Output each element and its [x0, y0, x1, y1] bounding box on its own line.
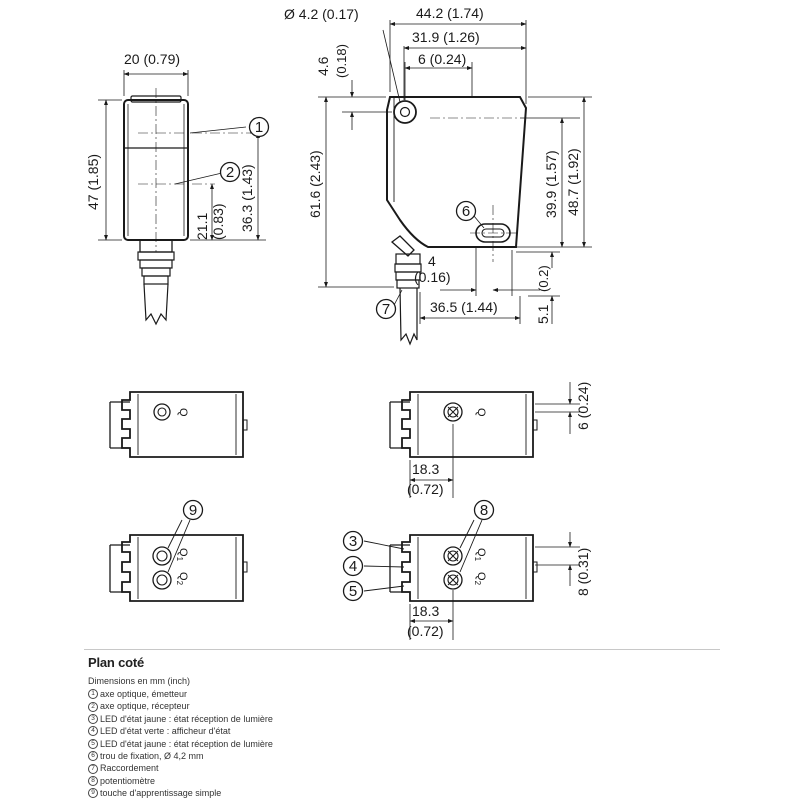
- dim-18-3-bottom-inch: (0.72): [407, 623, 444, 639]
- callout-8: [475, 501, 494, 520]
- callout-7: [377, 300, 396, 319]
- bottom-view-1: [110, 392, 247, 457]
- legend-text: potentiomètre: [100, 775, 156, 786]
- dim-width-31-9: 31.9 (1.26): [412, 29, 480, 45]
- dim-8-right: 8 (0.31): [575, 547, 591, 596]
- legend-number: 8: [88, 776, 98, 786]
- dim-width-36-5: 36.5 (1.44): [430, 299, 498, 315]
- svg-text:5: 5: [348, 583, 358, 600]
- legend-text: LED d'état jaune : état réception de lumière: [100, 713, 273, 724]
- legend-item: [88, 775, 273, 787]
- callout-1: [250, 118, 269, 137]
- dim-width-20: 20 (0.79): [124, 51, 181, 67]
- dim-diameter-4-2: Ø 4.2 (0.17): [284, 6, 359, 22]
- dim-6-right: 6 (0.24): [575, 381, 591, 430]
- legend-item: [88, 738, 273, 750]
- callout-9: [184, 501, 203, 520]
- callout-5: [344, 582, 363, 601]
- legend-item: [88, 787, 273, 799]
- dim-18-3-bottom: 18.3: [412, 603, 440, 619]
- q1-label-view4: $Q_1$: [473, 548, 487, 562]
- svg-text:6: 6: [461, 203, 471, 220]
- callout-2: [221, 163, 240, 182]
- svg-text:3: 3: [348, 533, 358, 550]
- svg-text:4: 4: [348, 558, 358, 575]
- legend-number: 3: [88, 714, 98, 724]
- dim-height-47: 47 (1.85): [85, 153, 101, 210]
- legend-number: 9: [88, 788, 98, 798]
- dim-height-0-2-inch: (0.2): [536, 265, 551, 292]
- legend-title: Plan coté: [88, 655, 144, 670]
- legend-item: [88, 762, 273, 774]
- q2-label-view3: $Q_2$: [175, 572, 189, 586]
- legend-number: 1: [88, 689, 98, 699]
- dim-height-4-6: 4.6: [315, 56, 331, 76]
- bottom-view-4: [364, 520, 537, 601]
- legend-item: [88, 725, 273, 737]
- dim-18-3-top-inch: (0.72): [407, 481, 444, 497]
- legend-text: LED d'état verte : afficheur d'état: [100, 726, 231, 737]
- q-label-view2: Q: [475, 408, 487, 417]
- legend-text: LED d'état jaune : état réception de lumière: [100, 738, 273, 749]
- dim-width-44-2: 44.2 (1.74): [416, 5, 484, 21]
- svg-text:1: 1: [254, 119, 264, 136]
- dim-width-6: 6 (0.24): [418, 51, 467, 67]
- legend-item: [88, 688, 273, 700]
- legend-divider: [84, 649, 720, 650]
- legend-number: 2: [88, 702, 98, 712]
- dim-height-48-7: 48.7 (1.92): [565, 148, 581, 216]
- legend-item: [88, 713, 273, 725]
- callout-3: [344, 532, 363, 551]
- svg-text:8: 8: [479, 502, 489, 519]
- dim-height-5-1: 5.1: [535, 304, 551, 324]
- svg-text:7: 7: [381, 301, 391, 318]
- dim-height-21-1: 21.1: [194, 212, 210, 240]
- legend-text: touche d'apprentissage simple: [100, 788, 222, 799]
- dim-height-21-1-inch: (0.83): [210, 203, 226, 240]
- legend-item: [88, 750, 273, 762]
- callout-4: [344, 557, 363, 576]
- dim-height-61-6: 61.6 (2.43): [307, 150, 323, 218]
- svg-text:9: 9: [188, 502, 198, 519]
- legend-text: Raccordement: [100, 763, 159, 774]
- dim-height-36-3: 36.3 (1.43): [239, 164, 255, 232]
- dim-width-4: 4: [428, 253, 436, 269]
- legend-text: trou de fixation, Ø 4,2 mm: [100, 751, 204, 762]
- legend-list: [88, 688, 273, 800]
- q2-label-view4: $Q_2$: [473, 572, 487, 586]
- bottom-view-2: [390, 392, 537, 457]
- q1-label-view3: $Q_1$: [175, 548, 189, 562]
- legend-number: 5: [88, 739, 98, 749]
- legend-number: 6: [88, 751, 98, 761]
- dim-width-4-inch-label: (0.16): [414, 269, 451, 285]
- dim-18-3-top: 18.3: [412, 461, 440, 477]
- legend-text: axe optique, récepteur: [100, 701, 190, 712]
- legend-text: axe optique, émetteur: [100, 689, 188, 699]
- dim-height-4-6-inch: (0.18): [334, 44, 349, 78]
- svg-text:2: 2: [225, 164, 235, 181]
- legend-panel: [0, 645, 800, 800]
- legend-item: [88, 700, 273, 712]
- q-label-view1: Q: [177, 408, 189, 417]
- legend-units: Dimensions en mm (inch): [88, 676, 191, 686]
- legend-number: 4: [88, 726, 98, 736]
- dim-height-39-9: 39.9 (1.57): [543, 150, 559, 218]
- legend-number: 7: [88, 764, 98, 774]
- callout-6: [457, 202, 476, 221]
